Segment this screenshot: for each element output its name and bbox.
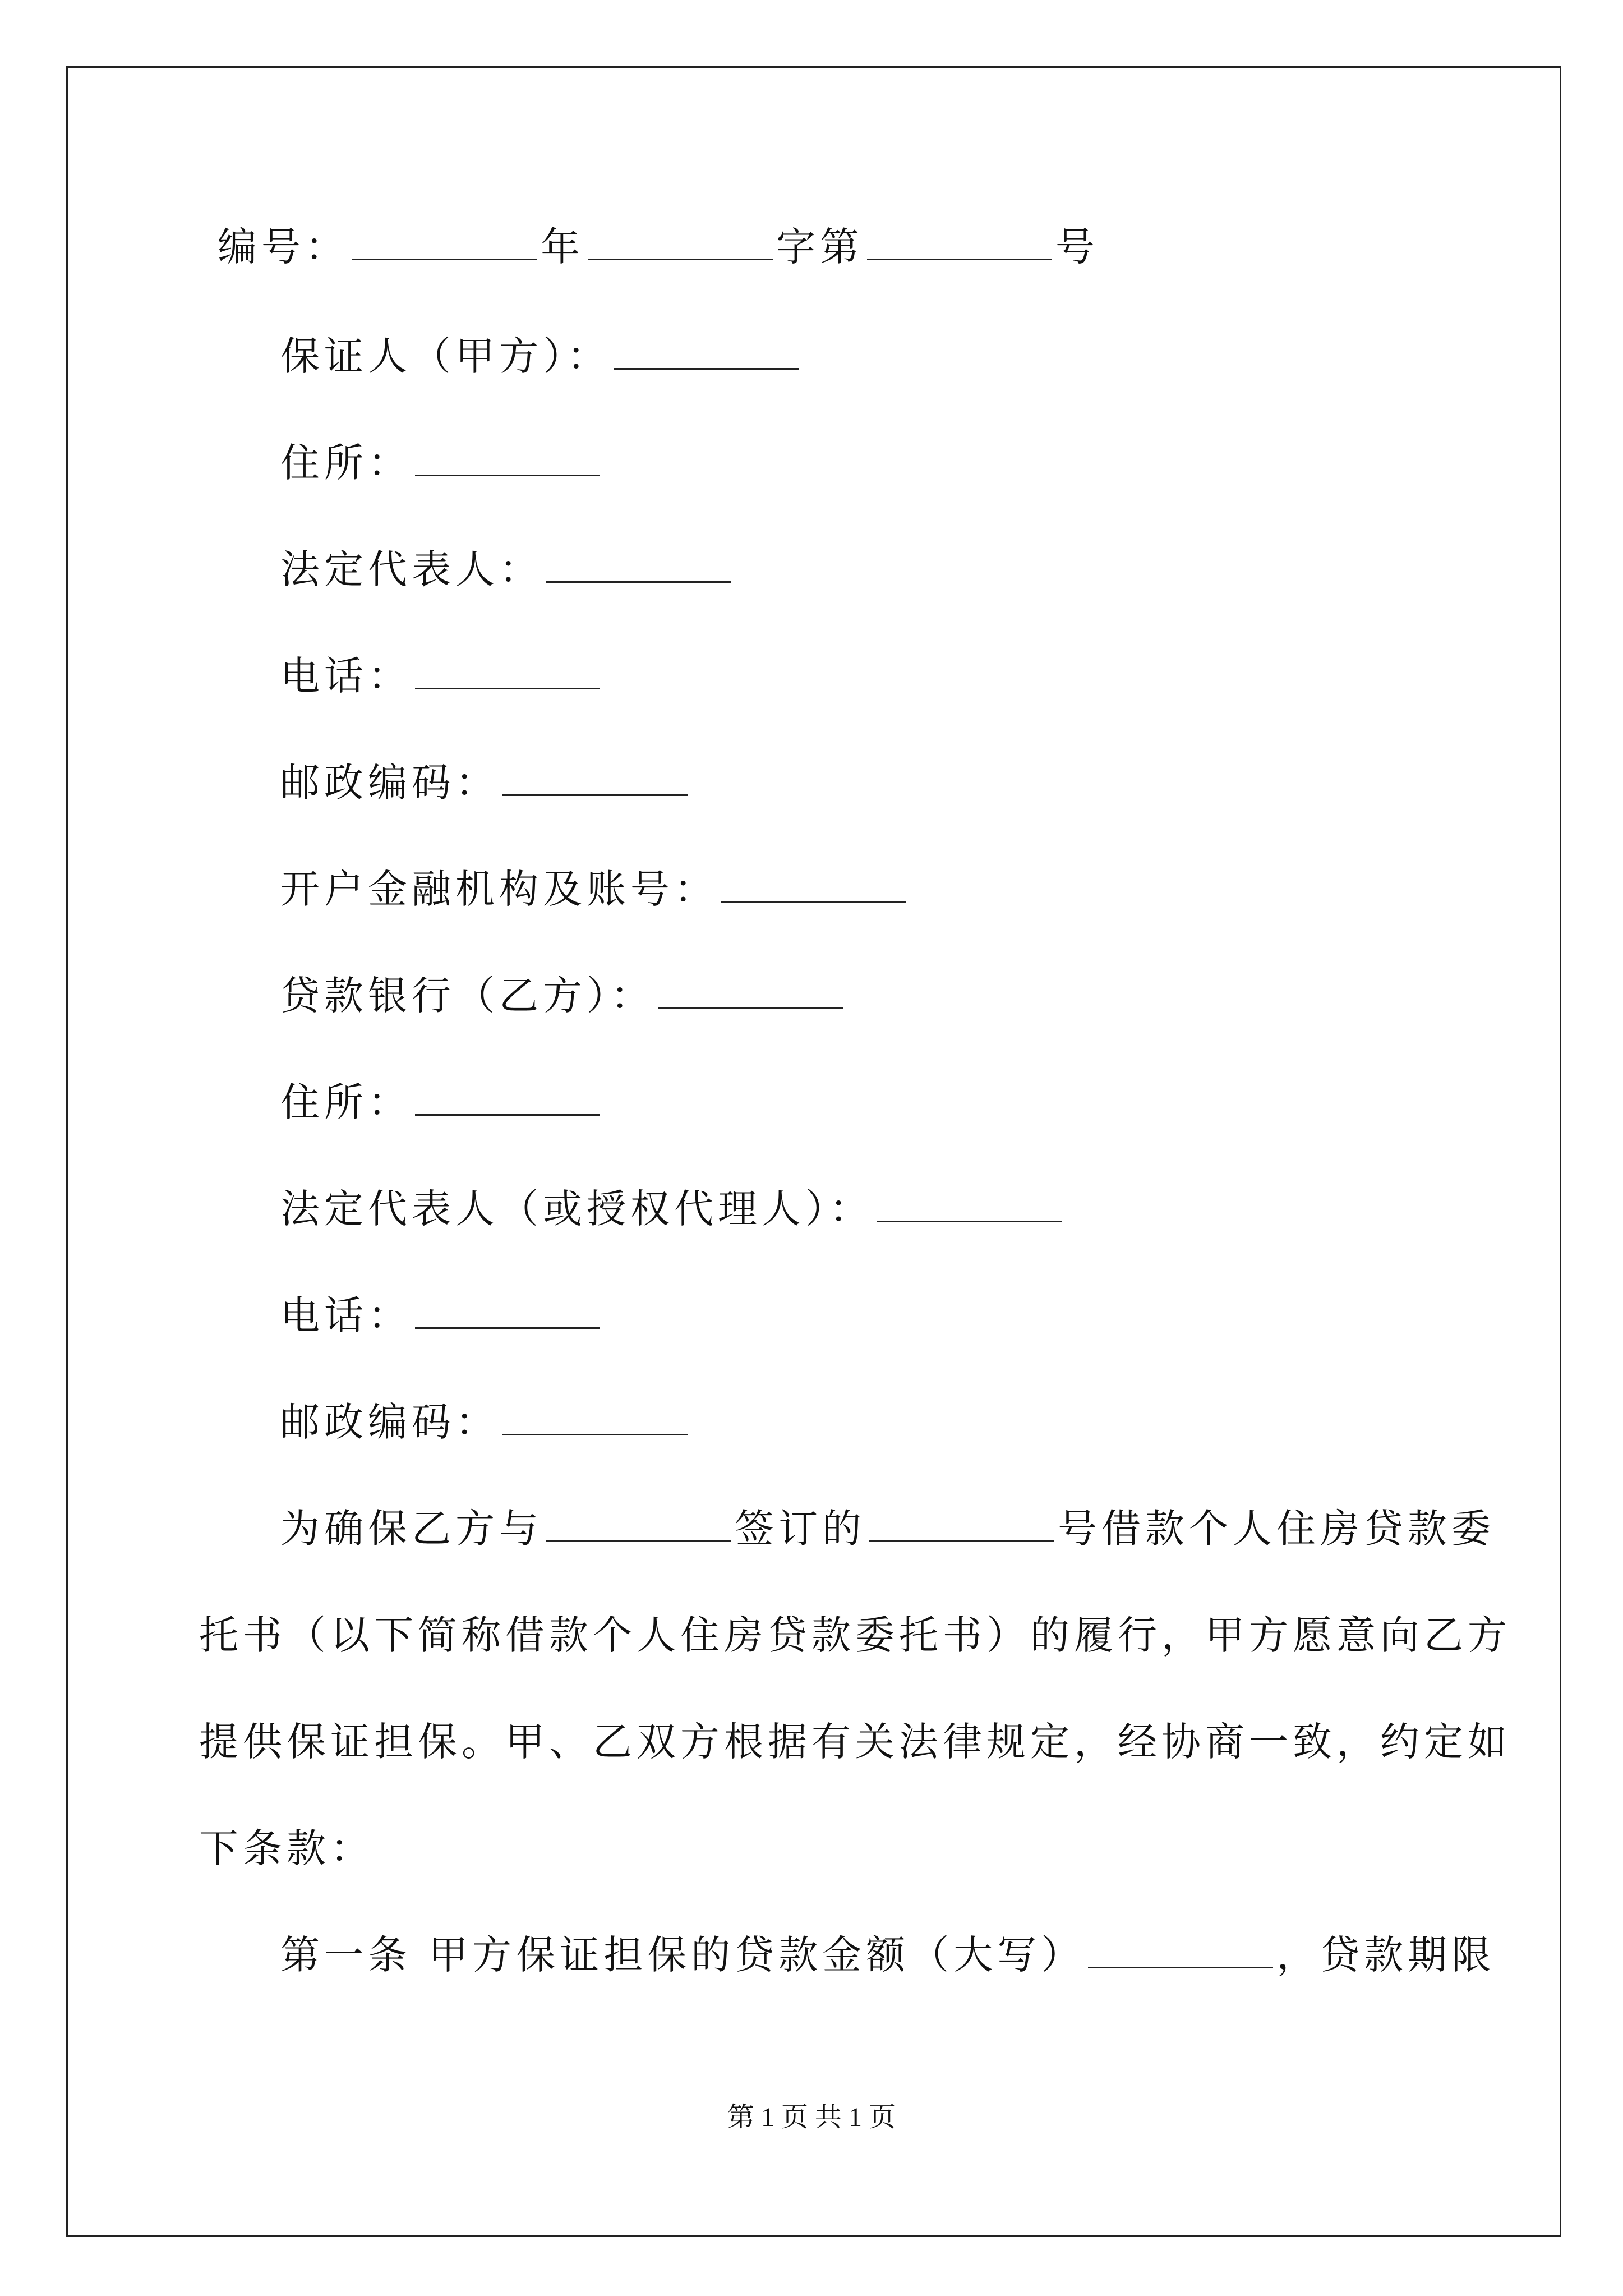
paragraph-line-1 — [280, 1503, 1495, 1554]
paragraph-line-4 — [199, 1823, 374, 1874]
zi-blank[interactable] — [588, 224, 773, 260]
article-1-line — [280, 1930, 1495, 1980]
guarantor-phone-line — [280, 651, 603, 701]
lender-legal-rep-blank[interactable] — [877, 1186, 1062, 1222]
guarantor-phone-label: 电话： — [280, 653, 412, 699]
paragraph-text-3: 提供保证担保。甲、乙双方根据有关法律规定，经协商一致，约定如 — [199, 1719, 1511, 1765]
guarantor-bank-account-label: 开户金融机构及账号： — [280, 866, 718, 912]
paragraph-text-4: 下条款： — [199, 1825, 374, 1871]
guarantor-legal-rep-line — [280, 544, 735, 595]
hao-blank[interactable] — [867, 224, 1052, 260]
lender-address-line — [280, 1077, 603, 1128]
guarantor-legal-rep-blank[interactable] — [546, 546, 731, 583]
paragraph-line-2 — [199, 1610, 1511, 1660]
contract-number-line — [218, 222, 1099, 272]
lender-phone-line — [280, 1290, 603, 1341]
loan-amount-blank[interactable] — [1088, 1932, 1273, 1968]
contract-number-blank[interactable] — [869, 1506, 1054, 1542]
lender-phone-label: 电话： — [280, 1292, 412, 1338]
paragraph-text-1a: 为确保乙方与 — [280, 1506, 543, 1552]
paragraph-text-1c: 号借款个人住房贷款委 — [1058, 1506, 1495, 1552]
number-label: 编号： — [218, 224, 349, 270]
lender-legal-rep-label: 法定代表人（或授权代理人）： — [280, 1186, 873, 1232]
lender-phone-blank[interactable] — [415, 1292, 600, 1329]
borrower-blank[interactable] — [546, 1506, 731, 1542]
paragraph-line-3 — [199, 1717, 1511, 1767]
article-1-text-b: ，贷款期限 — [1276, 1932, 1496, 1978]
lender-legal-rep-line — [280, 1184, 1065, 1234]
guarantor-postcode-line — [280, 757, 691, 808]
guarantor-name-blank[interactable] — [614, 333, 799, 370]
page-footer: 第 1 页 共 1 页 — [727, 2102, 896, 2132]
guarantor-legal-rep-label: 法定代表人： — [280, 546, 543, 592]
page-frame — [66, 66, 1561, 2237]
lender-title-line — [280, 970, 846, 1021]
lender-address-label: 住所： — [280, 1079, 412, 1125]
lender-address-blank[interactable] — [415, 1079, 600, 1116]
guarantor-postcode-label: 邮政编码： — [280, 760, 499, 806]
number-blank[interactable] — [352, 224, 537, 260]
guarantor-bank-account-line — [280, 864, 910, 914]
guarantor-address-label: 住所： — [280, 440, 412, 486]
lender-postcode-blank[interactable] — [502, 1399, 688, 1435]
guarantor-address-line — [280, 438, 603, 488]
year-label: 年 — [541, 224, 584, 270]
zi-label: 字第 — [776, 224, 864, 270]
guarantor-postcode-blank[interactable] — [502, 760, 688, 796]
lender-postcode-label: 邮政编码： — [280, 1399, 499, 1445]
guarantor-title-line — [280, 331, 803, 381]
guarantor-phone-blank[interactable] — [415, 653, 600, 689]
guarantor-bank-account-blank[interactable] — [721, 866, 906, 903]
article-1-text-a: 第一条 甲方保证担保的贷款金额（大写） — [280, 1932, 1085, 1978]
guarantor-title: 保证人（甲方）： — [280, 333, 611, 379]
hao-label: 号 — [1055, 224, 1099, 270]
paragraph-text-2: 托书（以下简称借款个人住房贷款委托书）的履行，甲方愿意向乙方 — [199, 1612, 1511, 1658]
paragraph-text-1b: 签订的 — [735, 1506, 866, 1552]
lender-title: 贷款银行（乙方）： — [280, 973, 654, 1019]
lender-postcode-line — [280, 1397, 691, 1447]
guarantor-address-blank[interactable] — [415, 440, 600, 476]
lender-name-blank[interactable] — [658, 973, 843, 1009]
